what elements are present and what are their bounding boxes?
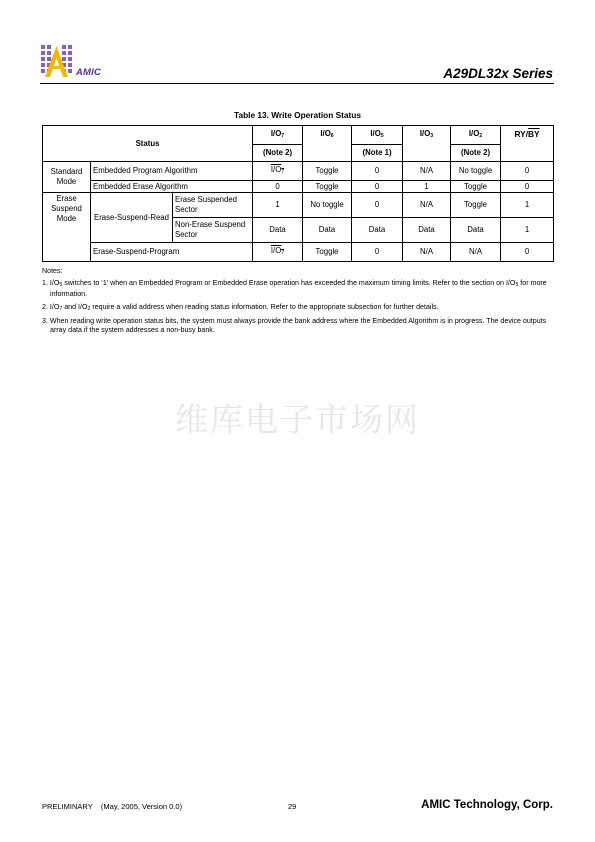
table-row [43, 181, 554, 193]
ry-by-header: $RY/\overline{BY}$ [501, 126, 554, 162]
cell-io6: No toggle [303, 193, 352, 218]
cell-io2: Data [451, 218, 501, 243]
watermark: 维库电子市场网 [175, 400, 420, 439]
cell-io6: Toggle [303, 181, 352, 193]
cell-ry-by: 0 [501, 162, 554, 181]
cell-io3: N/A [403, 162, 451, 181]
standard-mode-label: Standard Mode [43, 162, 91, 193]
cell-io7: I/O7 [253, 162, 303, 181]
write-operation-status-table [42, 125, 554, 262]
table-header-row [43, 126, 554, 162]
row-label: Embedded Program Algorithm [91, 162, 253, 181]
cell-ry-by: 1 [501, 193, 554, 218]
amic-logo-icon [40, 44, 73, 78]
cell-io5: 0 [352, 181, 403, 193]
footer-preliminary: PRELIMINARY (May, 2005, Version 0.0) [42, 802, 183, 811]
cell-io5: 0 [352, 162, 403, 181]
cell-io5: Data [352, 218, 403, 243]
table-caption: Table 13. Write Operation Status [234, 110, 361, 120]
notes-title: Notes: [42, 267, 63, 275]
cell-io2: N/A [451, 243, 501, 262]
cell-io3: Data [403, 218, 451, 243]
cell-io7: 0 [253, 181, 303, 193]
cell-io2: No toggle [451, 162, 501, 181]
cell-io5: 0 [352, 193, 403, 218]
io2-header: I/O2 (Note 2) [451, 126, 501, 162]
cell-io2: Toggle [451, 181, 501, 193]
note-3: 3. When reading write operation status bits, the system must always provide the bank address where the Embedded Algorithm is in progress. The device outputs array data if the system addresses a non-busy bank. [42, 316, 547, 335]
cell-io3: 1 [403, 181, 451, 193]
footer-company: AMIC Technology, Corp. [421, 799, 553, 811]
cell-ry-by: 1 [501, 218, 554, 243]
cell-io5: 0 [352, 243, 403, 262]
series-title: A29DL32x Series [443, 66, 553, 81]
cell-io7: 1 [253, 193, 303, 218]
notes-section [42, 267, 557, 338]
footer-page-number: 29 [288, 802, 297, 811]
io6-header: I/O6 [303, 126, 352, 162]
io3-header: I/O3 [403, 126, 451, 162]
table-row [43, 162, 554, 181]
row-label: Erase-Suspend-Program [91, 243, 253, 262]
logo-text: AMIC [76, 67, 102, 78]
io7-header: I/O7 (Note 2) [253, 126, 303, 162]
header-rule [40, 83, 554, 84]
row-label: Non-Erase Suspend Sector [173, 218, 253, 243]
cell-io7: I/O7 [253, 243, 303, 262]
cell-ry-by: 0 [501, 181, 554, 193]
row-label: Erase Suspended Sector [173, 193, 253, 218]
io5-header: I/O5 (Note 1) [352, 126, 403, 162]
cell-io6: Data [303, 218, 352, 243]
cell-io7: Data [253, 218, 303, 243]
cell-io3: N/A [403, 193, 451, 218]
note-2: 2. I/O7 and I/O2 require a valid address when reading status information. Refer to the appropriate subsection for further details. [42, 302, 439, 312]
table-row [43, 193, 554, 218]
erase-suspend-read-label: Erase-Suspend-Read [91, 193, 173, 243]
row-label: Embedded Erase Algorithm [91, 181, 253, 193]
cell-io6: Toggle [303, 243, 352, 262]
status-header: Status [43, 126, 253, 162]
note-1: 1. I/O5 switches to ‘1’ when an Embedded Program or Embedded Erase operation has exceeded the maximum timing limits. Refer to the section on I/O5 for more information. [42, 279, 547, 299]
cell-ry-by: 0 [501, 243, 554, 262]
cell-io2: Toggle [451, 193, 501, 218]
table-row [43, 243, 554, 262]
cell-io6: Toggle [303, 162, 352, 181]
erase-suspend-mode-label: Erase Suspend Mode [43, 193, 91, 262]
cell-io3: N/A [403, 243, 451, 262]
